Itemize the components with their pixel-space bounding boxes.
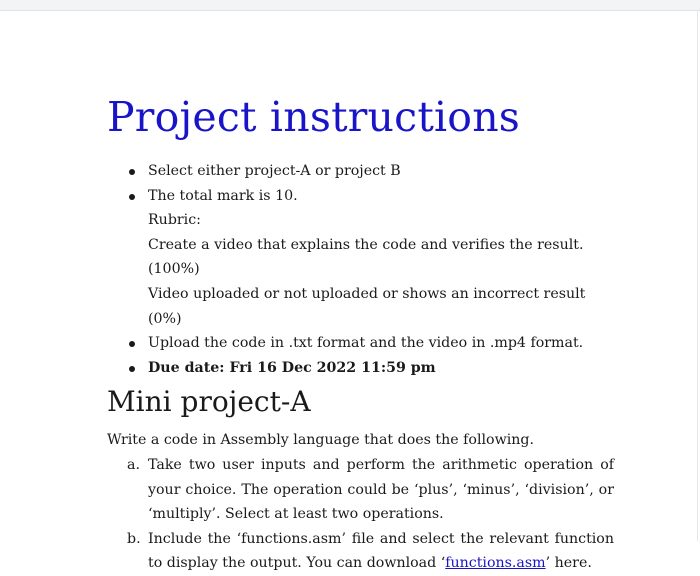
bullet-icon: [129, 169, 135, 175]
list-item-text: Take two user inputs and perform the arithmetic operation of your choice. The operation could be ‘plus’, ‘minus’, ‘division’, or ‘multiply’. Select at least two operations.: [148, 456, 614, 523]
intro-text: Write a code in Assembly language that does the following.: [107, 432, 534, 449]
document-page: [0, 11, 698, 572]
list-item: [107, 331, 614, 356]
bullet-icon: [129, 341, 135, 347]
page-title: Project instructions: [107, 93, 521, 141]
list-item-text: Upload the code in .txt format and the video in .mp4 format.: [148, 335, 584, 352]
list-marker: a.: [127, 456, 140, 473]
instructions-list: [107, 159, 614, 380]
list-item: [107, 356, 614, 381]
list-item: [107, 527, 614, 576]
list-item: [107, 453, 614, 527]
list-marker: b.: [127, 530, 141, 547]
list-item-text: The total mark is 10.: [148, 187, 298, 204]
top-toolbar: [0, 0, 700, 11]
section-title: Mini project-A: [107, 385, 311, 419]
list-item: [107, 159, 614, 184]
rubric-line: Video uploaded or not uploaded or shows an incorrect result (0%): [148, 285, 586, 327]
list-item-text: Select either project-A or project B: [148, 163, 401, 179]
rubric-label: Rubric:: [148, 212, 201, 229]
rubric-line: Create a video that explains the code and verifies the result. (100%): [148, 236, 584, 278]
document-content: [107, 93, 614, 576]
list-item: [107, 184, 614, 332]
bullet-icon: [129, 366, 135, 372]
due-date: Due date: Fri 16 Dec 2022 11:59 pm: [148, 359, 436, 376]
list-item-text-after: ’ here.: [545, 555, 592, 572]
task-list: [107, 453, 614, 576]
functions-asm-link[interactable]: functions.asm: [445, 555, 546, 572]
list-item-text-before: Include the ‘functions.asm’ file and select the relevant function to display the output. You can download ‘: [148, 530, 614, 572]
bullet-icon: [129, 194, 135, 200]
